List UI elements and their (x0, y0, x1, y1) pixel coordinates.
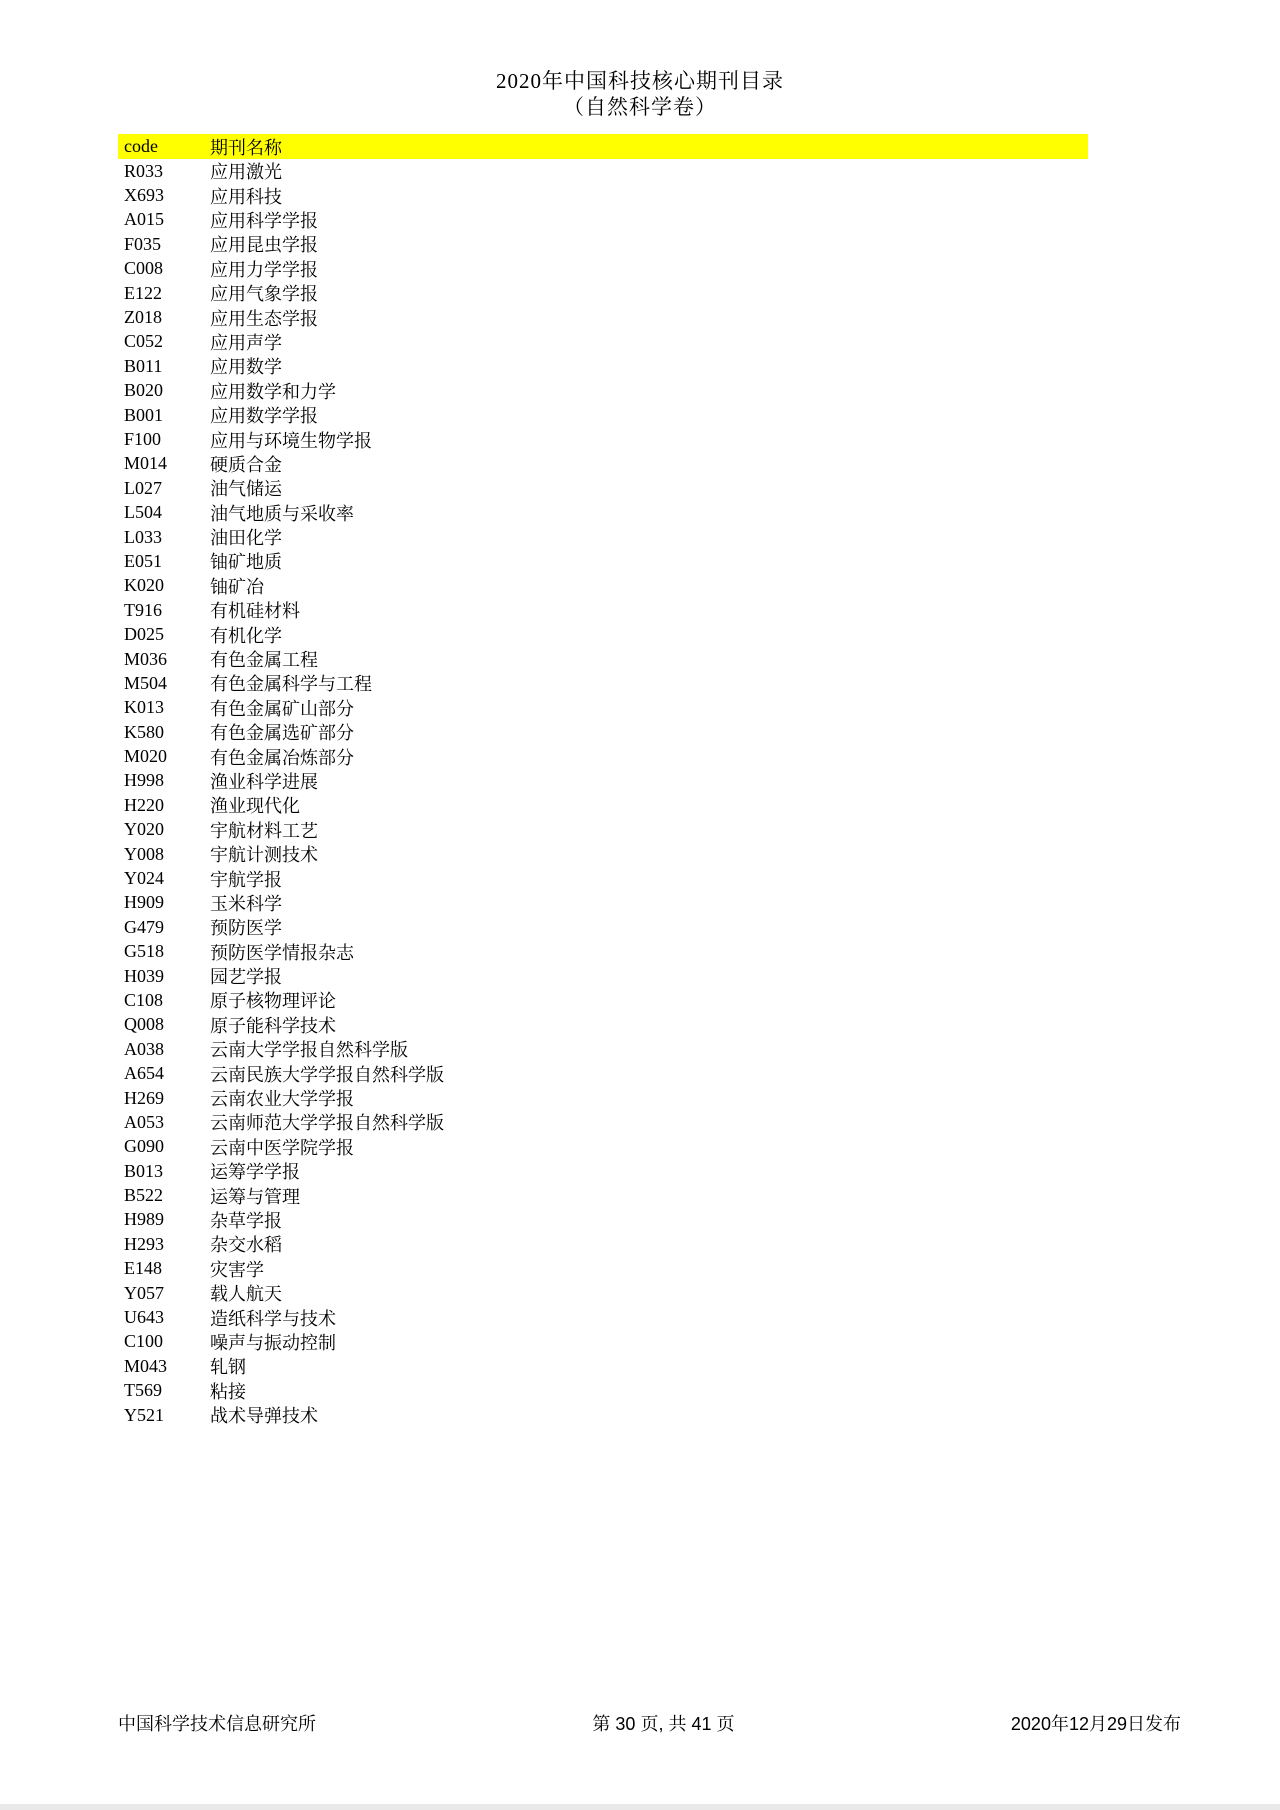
journal-name: 铀矿冶 (210, 576, 264, 597)
journal-name: 运筹与管理 (210, 1186, 300, 1207)
journal-name: 有色金属选矿部分 (210, 723, 354, 744)
journal-code: E122 (124, 282, 162, 303)
journal-code: Q008 (124, 1014, 164, 1035)
journal-code: G090 (124, 1136, 164, 1157)
table-row (118, 574, 1088, 598)
journal-name: 渔业科学进展 (210, 771, 318, 792)
journal-code: B522 (124, 1185, 164, 1206)
journal-name: 铀矿地质 (210, 552, 282, 573)
journal-code: K013 (124, 697, 164, 718)
journal-code: X693 (124, 185, 164, 206)
subtitle-line: （自然科学卷） (563, 95, 717, 119)
table-row (118, 598, 1088, 622)
table-row (118, 964, 1088, 988)
journal-code: C108 (124, 989, 164, 1010)
table-row (118, 1183, 1088, 1207)
journal-name: 应用昆虫学报 (210, 235, 318, 256)
journal-code: K020 (124, 575, 164, 596)
table-row (118, 1135, 1088, 1159)
table-row (118, 818, 1088, 842)
table-row (118, 549, 1088, 573)
journal-name: 造纸科学与技术 (210, 1308, 336, 1329)
journal-code: H220 (124, 794, 164, 815)
journal-name: 有色金属工程 (210, 650, 318, 671)
journal-name: 应用科技 (210, 186, 282, 207)
journal-name: 云南民族大学学报自然科学版 (210, 1064, 444, 1085)
title-line: 2020年中国科技核心期刊目录 (496, 69, 784, 93)
journal-code: H293 (124, 1233, 164, 1254)
table-row (118, 330, 1088, 354)
table-row (118, 1330, 1088, 1354)
journal-name: 玉米科学 (210, 893, 282, 914)
table-row (118, 427, 1088, 451)
journal-name: 灾害学 (210, 1259, 264, 1280)
table-row (118, 500, 1088, 524)
journal-name: 油气储运 (210, 479, 282, 500)
journal-code: H998 (124, 770, 164, 791)
table-row (118, 159, 1088, 183)
journal-code: A038 (124, 1038, 164, 1059)
journal-code: Z018 (124, 307, 162, 328)
table-row (118, 940, 1088, 964)
journal-code: Y521 (124, 1404, 164, 1425)
journal-name: 运筹学学报 (210, 1162, 300, 1183)
journal-code: L027 (124, 477, 162, 498)
journal-code: Y008 (124, 843, 164, 864)
journal-code: H909 (124, 892, 164, 913)
journal-name: 应用数学和力学 (210, 381, 336, 402)
column-header-name: 期刊名称 (210, 137, 282, 158)
journal-name: 有色金属冶炼部分 (210, 747, 354, 768)
journal-code: C008 (124, 258, 164, 279)
journal-name: 载人航天 (210, 1284, 282, 1305)
journal-name: 噪声与振动控制 (210, 1332, 336, 1353)
journal-name: 有色金属矿山部分 (210, 698, 354, 719)
journal-code: C052 (124, 331, 164, 352)
journal-code: C100 (124, 1331, 164, 1352)
journal-name: 应用数学 (210, 357, 282, 378)
table-row (118, 379, 1088, 403)
journal-table (118, 134, 1088, 1427)
journal-code: A053 (124, 1111, 164, 1132)
table-row (118, 476, 1088, 500)
table-row (118, 281, 1088, 305)
journal-code: E051 (124, 550, 162, 571)
table-row (118, 988, 1088, 1012)
journal-code: K580 (124, 721, 164, 742)
table-row (118, 403, 1088, 427)
journal-code: B011 (124, 355, 163, 376)
journal-name: 云南师范大学学报自然科学版 (210, 1113, 444, 1134)
table-row (118, 647, 1088, 671)
journal-name: 云南农业大学学报 (210, 1089, 354, 1110)
journal-name: 云南中医学院学报 (210, 1137, 354, 1158)
journal-name: 应用数学学报 (210, 406, 318, 427)
journal-code: M036 (124, 648, 168, 669)
journal-name: 轧钢 (210, 1357, 246, 1378)
table-row (118, 1403, 1088, 1427)
journal-code: B020 (124, 380, 164, 401)
table-row (118, 354, 1088, 378)
journal-name: 预防医学情报杂志 (210, 942, 354, 963)
footer-page-info: 第 30 页, 共 41 页 (592, 1714, 735, 1734)
journal-code: Y057 (124, 1282, 164, 1303)
journal-code: M014 (124, 453, 168, 474)
journal-name: 宇航学报 (210, 869, 282, 890)
journal-code: D025 (124, 624, 164, 645)
table-row (118, 1159, 1088, 1183)
table-row (118, 305, 1088, 329)
journal-name: 硬质合金 (210, 454, 282, 475)
journal-code: M043 (124, 1355, 168, 1376)
table-header-row (118, 134, 1088, 159)
journal-name: 应用激光 (210, 162, 282, 183)
table-row (118, 1281, 1088, 1305)
table-row (118, 257, 1088, 281)
table-row (118, 1208, 1088, 1232)
page-footer (118, 1712, 1181, 1736)
footer-publish-date: 2020年12月29日发布 (1010, 1714, 1181, 1734)
journal-code: A015 (124, 209, 164, 230)
table-row (118, 1354, 1088, 1378)
table-row (118, 769, 1088, 793)
journal-code: L033 (124, 526, 162, 547)
journal-code: B001 (124, 404, 164, 425)
journal-code: H269 (124, 1087, 164, 1108)
table-row (118, 525, 1088, 549)
table-row (118, 452, 1088, 476)
table-row (118, 744, 1088, 768)
journal-code: E148 (124, 1258, 162, 1279)
journal-name: 宇航材料工艺 (210, 820, 318, 841)
table-row (118, 842, 1088, 866)
document-title (0, 68, 1280, 120)
table-body (118, 159, 1088, 1427)
journal-code: M504 (124, 672, 168, 693)
table-row (118, 696, 1088, 720)
table-row (118, 1257, 1088, 1281)
journal-name: 有机化学 (210, 625, 282, 646)
table-row (118, 1305, 1088, 1329)
journal-code: A654 (124, 1063, 164, 1084)
journal-name: 杂交水稻 (210, 1235, 282, 1256)
journal-code: L504 (124, 502, 162, 523)
journal-name: 渔业现代化 (210, 796, 300, 817)
journal-name: 有色金属科学与工程 (210, 674, 372, 695)
journal-code: G518 (124, 941, 164, 962)
journal-name: 油田化学 (210, 528, 282, 549)
journal-code: H039 (124, 965, 164, 986)
journal-code: T916 (124, 599, 162, 620)
journal-name: 原子能科学技术 (210, 1015, 336, 1036)
table-row (118, 1037, 1088, 1061)
table-row (118, 1086, 1088, 1110)
journal-code: Y024 (124, 868, 164, 889)
journal-code: Y020 (124, 819, 164, 840)
table-row (118, 793, 1088, 817)
journal-name: 应用力学学报 (210, 259, 318, 280)
table-row (118, 208, 1088, 232)
journal-name: 应用科学学报 (210, 210, 318, 231)
table-row (118, 183, 1088, 207)
journal-code: U643 (124, 1307, 164, 1328)
journal-code: H989 (124, 1209, 164, 1230)
table-row (118, 1013, 1088, 1037)
journal-name: 云南大学学报自然科学版 (210, 1040, 408, 1061)
journal-code: R033 (124, 160, 164, 181)
journal-name: 预防医学 (210, 918, 282, 939)
journal-name: 有机硅材料 (210, 601, 300, 622)
table-row (118, 622, 1088, 646)
journal-name: 原子核物理评论 (210, 991, 336, 1012)
journal-code: B013 (124, 1160, 164, 1181)
journal-name: 宇航计测技术 (210, 845, 318, 866)
table-row (118, 1110, 1088, 1134)
table-row (118, 1232, 1088, 1256)
page-bottom-edge (0, 1804, 1280, 1810)
journal-name: 杂草学报 (210, 1211, 282, 1231)
table-row (118, 1061, 1088, 1085)
column-header-code: code (124, 136, 158, 156)
journal-name: 应用声学 (210, 332, 282, 353)
table-row (118, 866, 1088, 890)
table-row (118, 671, 1088, 695)
journal-name: 应用生态学报 (210, 308, 318, 329)
journal-name: 应用与环境生物学报 (210, 430, 372, 451)
journal-code: T569 (124, 1380, 162, 1401)
footer-organization: 中国科学技术信息研究所 (118, 1714, 316, 1734)
journal-code: M020 (124, 746, 168, 767)
journal-code: F035 (124, 233, 162, 254)
journal-code: G479 (124, 916, 164, 937)
table-row (118, 232, 1088, 256)
journal-name: 油气地质与采收率 (210, 503, 354, 524)
table-row (118, 891, 1088, 915)
journal-name: 园艺学报 (210, 967, 282, 988)
journal-name: 粘接 (210, 1381, 246, 1402)
table-row (118, 915, 1088, 939)
journal-code: F100 (124, 428, 162, 449)
journal-name: 战术导弹技术 (210, 1406, 318, 1427)
journal-name: 应用气象学报 (210, 284, 318, 305)
table-row (118, 720, 1088, 744)
table-row (118, 1379, 1088, 1403)
